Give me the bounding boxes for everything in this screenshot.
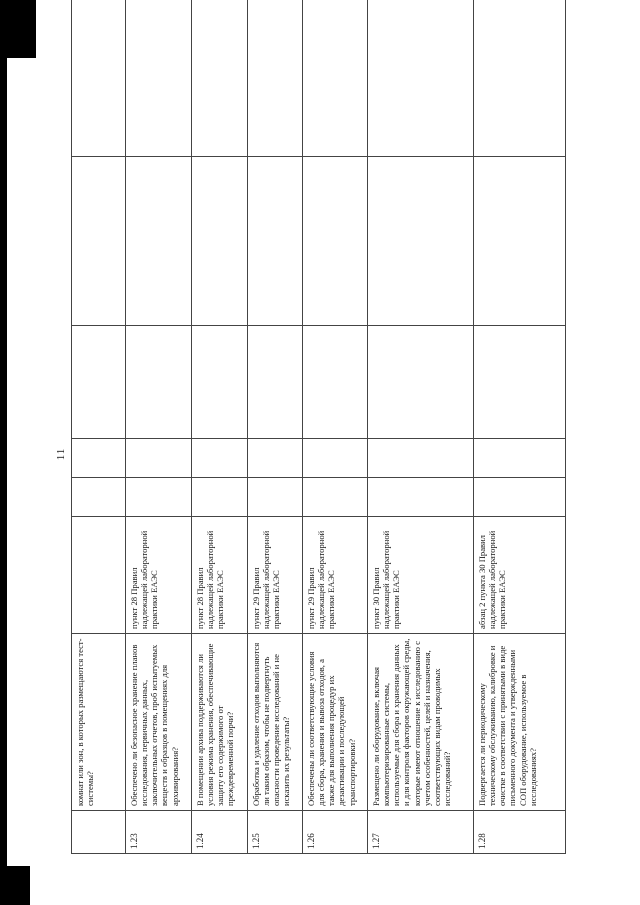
- answer-yes-cell: [474, 478, 566, 517]
- answer-yes-cell: [248, 478, 303, 517]
- row-number: 1.23: [126, 811, 192, 854]
- answer-yes-cell: [192, 478, 248, 517]
- question-cell: Обеспечены ли соответствующие условия для сбора, хранения и вывоза отходов, а также для выполнения процедур их дезактивации и последующей транспортировки?: [303, 634, 368, 811]
- table-row: [474, 0, 566, 854]
- answer-na-cell: [248, 326, 303, 439]
- scan-corner-mark-bottom: [0, 866, 30, 905]
- answer-no-cell: [126, 439, 192, 478]
- answer-no-cell: [474, 439, 566, 478]
- table-row: [368, 0, 474, 854]
- comment-cell: [474, 0, 566, 157]
- comment-cell: [192, 0, 248, 157]
- note-cell: [368, 157, 474, 326]
- page-number: 11: [55, 447, 67, 461]
- question-cell: Размещено ли оборудование, включая компьютеризированные системы, используемые для сбора и хранения данных и для контроля факторов окружающей среды, которые имеют отношение к исследованию с учетом особенностей, целей и назначения, соответствующих видам проводимых исследований?: [368, 634, 474, 811]
- table-row: [126, 0, 192, 854]
- answer-yes-cell: [368, 478, 474, 517]
- answer-yes-cell: [303, 478, 368, 517]
- question-cell: В помещении архива поддерживаются ли условия режима хранения, обеспечивающие защиту его содержимого от преждевременной порчи?: [192, 634, 248, 811]
- row-number: [72, 811, 126, 854]
- answer-no-cell: [248, 439, 303, 478]
- table-row: [248, 0, 303, 854]
- reference-cell: абзац 2 пункта 30 Правил надлежащей лабораторной практики ЕАЭС: [474, 517, 566, 634]
- checklist-table: [71, 0, 566, 854]
- question-cell: Подвергается ли периодическому техническому обслуживанию, калибровке и очистке в соответствии с принятыми в виде письменного документа и утвержденными СОП оборудование, используемое в исследованиях?: [474, 634, 566, 811]
- answer-na-cell: [474, 326, 566, 439]
- row-number: 1.26: [303, 811, 368, 854]
- row-number: 1.27: [368, 811, 474, 854]
- reference-cell: пункт 29 Правил надлежащей лабораторной практики ЕАЭС: [303, 517, 368, 634]
- note-cell: [474, 157, 566, 326]
- reference-cell: пункт 29 Правил надлежащей лабораторной практики ЕАЭС: [248, 517, 303, 634]
- comment-cell: [72, 0, 126, 157]
- table-row: [192, 0, 248, 854]
- note-cell: [192, 157, 248, 326]
- answer-no-cell: [303, 439, 368, 478]
- answer-no-cell: [368, 439, 474, 478]
- row-number: 1.24: [192, 811, 248, 854]
- answer-na-cell: [192, 326, 248, 439]
- answer-na-cell: [368, 326, 474, 439]
- comment-cell: [368, 0, 474, 157]
- answer-na-cell: [126, 326, 192, 439]
- reference-cell: пункт 28 Правил надлежащей лабораторной практики ЕАЭС: [192, 517, 248, 634]
- comment-cell: [248, 0, 303, 157]
- answer-no-cell: [72, 439, 126, 478]
- question-cell: Обеспечено ли безопасное хранение планов исследования, первичных данных, заключительных отчетов, проб испытуемых веществ и образцов в помещениях для архивирования?: [126, 634, 192, 811]
- answer-yes-cell: [126, 478, 192, 517]
- reference-cell: [72, 517, 126, 634]
- answer-na-cell: [303, 326, 368, 439]
- note-cell: [126, 157, 192, 326]
- answer-yes-cell: [72, 478, 126, 517]
- note-cell: [248, 157, 303, 326]
- note-cell: [303, 157, 368, 326]
- scan-edge-strip: [0, 0, 7, 905]
- scan-corner-mark-top: [0, 0, 36, 58]
- row-number: 1.25: [248, 811, 303, 854]
- reference-cell: пункт 28 Правил надлежащей лабораторной практики ЕАЭС: [126, 517, 192, 634]
- comment-cell: [303, 0, 368, 157]
- table-row: [303, 0, 368, 854]
- comment-cell: [126, 0, 192, 157]
- note-cell: [72, 157, 126, 326]
- answer-no-cell: [192, 439, 248, 478]
- table-row: [72, 0, 126, 854]
- question-cell: комнат или зон, в которых размещаются тест-системы?: [72, 634, 126, 811]
- row-number: 1.28: [474, 811, 566, 854]
- reference-cell: пункт 30 Правил надлежащей лабораторной практики ЕАЭС: [368, 517, 474, 634]
- answer-na-cell: [72, 326, 126, 439]
- question-cell: Обработка и удаление отходов выполняются ли таким образом, чтобы не подвергнуть опасности проведение исследований и не исказить их результаты?: [248, 634, 303, 811]
- rotated-page: [55, 54, 611, 854]
